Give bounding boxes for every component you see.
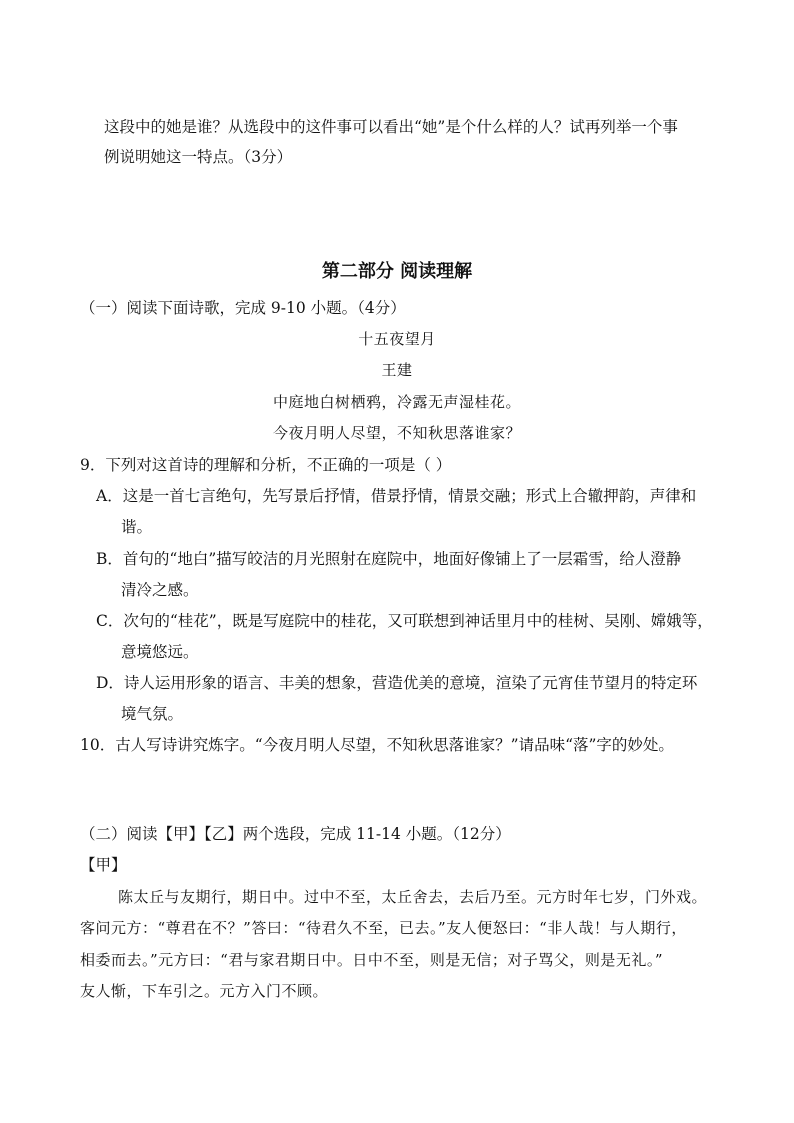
intro-question-line-1: 这段中的她是谁？从选段中的这件事可以看出“她”是个什么样的人？试再列举一个事	[104, 118, 678, 136]
poem-author: 王建	[381, 361, 413, 379]
poem-line-1: 中庭地白树栖鸦，冷露无声湿桂花。	[272, 393, 521, 411]
poem-title: 十五夜望月	[358, 330, 436, 348]
intro-question-line-2: 例说明她这一特点。（3分）	[104, 148, 293, 166]
part-title: 第二部分 阅读理解	[321, 261, 473, 282]
passage-jia-line-4: 友人惭，下车引之。元方入门不顾。	[80, 982, 329, 1000]
poem-line-2: 今夜月明人尽望，不知秋思落谁家？	[272, 424, 521, 442]
question-9-option-b-line-2: 清冷之感。	[121, 581, 199, 599]
question-9-option-a-line-1: A．这是一首七言绝句，先写景后抒情，借景抒情，情景交融；形式上合辙押韵，声律和	[96, 487, 697, 505]
question-9-option-c-line-1: C．次句的“桂花”，既是写庭院中的桂花，又可联想到神话里月中的桂树、吴刚、嫦娥等，	[96, 612, 713, 630]
question-9-option-c-line-2: 意境悠远。	[121, 643, 199, 661]
section-1-heading: （一）阅读下面诗歌，完成 9-10 小题。（4分）	[80, 299, 406, 317]
question-9-option-a-line-2: 谐。	[121, 518, 153, 536]
passage-jia-line-1: 陈太丘与友期行，期日中。过中不至，太丘舍去，去后乃至。元方时年七岁，门外戏。	[118, 888, 708, 906]
question-9-option-b-line-1: B．首句的“地白”描写皎洁的月光照射在庭院中，地面好像铺上了一层霜雪，给人澄静	[96, 550, 682, 568]
question-9-stem: 9．下列对这首诗的理解和分析，不正确的一项是（ ）	[80, 456, 452, 474]
passage-jia-label: 【甲】	[80, 856, 127, 874]
section-2-heading: （二）阅读【甲】【乙】两个选段，完成 11-14 小题。（12分）	[80, 825, 511, 843]
passage-jia-line-3: 相委而去。”元方曰：“君与家君期日中。日中不至，则是无信；对子骂父，则是无礼。”	[80, 951, 664, 969]
question-10-stem: 10．古人写诗讲究炼字。“今夜月明人尽望，不知秋思落谁家？”请品味“落”字的妙处。	[80, 736, 674, 754]
question-9-option-d-line-1: D．诗人运用形象的语言、丰美的想象，营造优美的意境，渲染了元宵佳节望月的特定环	[96, 674, 698, 692]
question-9-option-d-line-2: 境气氛。	[121, 705, 184, 723]
passage-jia-line-2: 客问元方：“尊君在不？”答曰：“待君久不至，已去。”友人便怒曰：“非人哉！与人期行，	[80, 919, 687, 937]
